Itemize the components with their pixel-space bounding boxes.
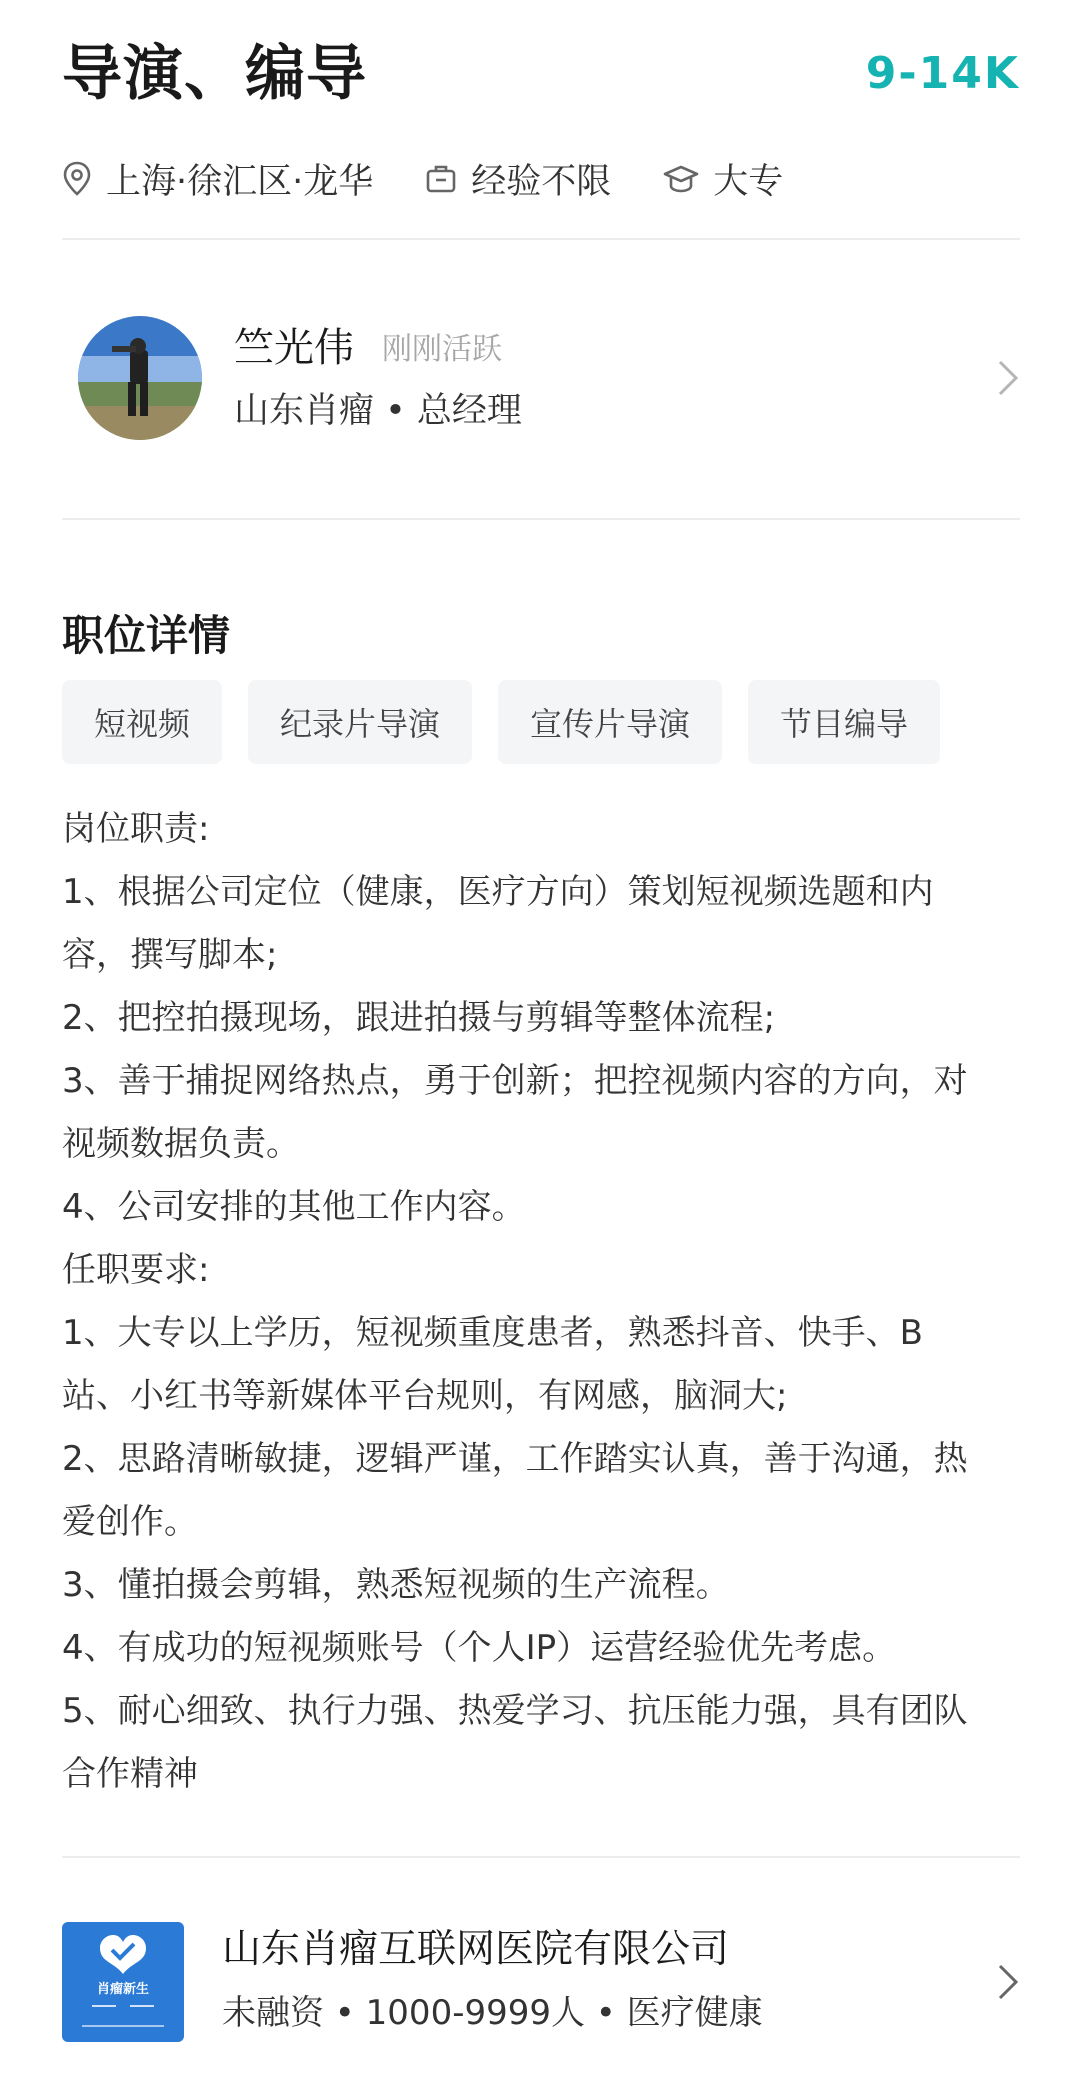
company-meta: 未融资 • 1000-9999人 • 医疗健康: [222, 1993, 763, 2033]
job-meta: [62, 154, 835, 204]
divider: [62, 518, 1020, 520]
location-text: 上海·徐汇区·龙华: [106, 162, 374, 202]
description-line: 容，撰写脚本;: [62, 935, 278, 975]
description-line: 4、公司安排的其他工作内容。: [62, 1187, 526, 1227]
description-line: 1、根据公司定位（健康，医疗方向）策划短视频选题和内: [62, 872, 934, 912]
description-line: 2、把控拍摄现场，跟进拍摄与剪辑等整体流程;: [62, 998, 776, 1038]
description-line: 视频数据负责。: [62, 1124, 300, 1164]
skill-tag[interactable]: 节目编导: [748, 680, 940, 764]
section-title: 职位详情: [62, 611, 231, 660]
chevron-right-icon[interactable]: [996, 1962, 1020, 2002]
location-item[interactable]: [62, 154, 373, 204]
experience-item: [425, 154, 611, 204]
skill-tags: [62, 680, 966, 764]
description-line: 站、小红书等新媒体平台规则，有网感，脑洞大;: [62, 1376, 788, 1416]
experience-text: 经验不限: [471, 162, 612, 202]
salary-range: 9-14K: [865, 48, 1020, 99]
description-line: 2、思路清晰敏捷，逻辑严谨，工作踏实认真，善于沟通，热: [62, 1439, 968, 1479]
divider: [62, 1856, 1020, 1858]
boss-role: 山东肖瘤 • 总经理: [234, 391, 522, 431]
company-name: 山东肖瘤互联网医院有限公司: [222, 1927, 730, 1972]
description-line: 5、耐心细致、执行力强、热爱学习、抗压能力强，具有团队: [62, 1691, 968, 1731]
job-description: [62, 798, 1032, 1806]
description-line: 合作精神: [62, 1754, 198, 1794]
boss-card[interactable]: [62, 316, 1020, 446]
education-item: [663, 154, 783, 204]
skill-tag[interactable]: 宣传片导演: [498, 680, 722, 764]
logo-text: 肖瘤新生: [96, 1982, 149, 1997]
graduation-cap-icon: [663, 163, 699, 195]
avatar: [78, 316, 202, 440]
location-pin-icon: [62, 161, 92, 197]
boss-name: 竺光伟: [234, 325, 354, 371]
description-line: 3、懂拍摄会剪辑，熟悉短视频的生产流程。: [62, 1565, 730, 1605]
education-text: 大专: [713, 162, 784, 202]
divider: [62, 238, 1020, 240]
company-card[interactable]: [62, 1918, 1020, 2042]
description-line: 4、有成功的短视频账号（个人IP）运营经验优先考虑。: [62, 1628, 897, 1668]
description-line: 1、大专以上学历，短视频重度患者，熟悉抖音、快手、B: [62, 1313, 923, 1353]
description-line: 岗位职责:: [62, 809, 210, 849]
briefcase-icon: [425, 163, 457, 195]
active-status: 刚刚活跃: [382, 332, 502, 367]
description-line: 爱创作。: [62, 1502, 198, 1542]
company-logo: [62, 1922, 184, 2042]
skill-tag[interactable]: 短视频: [62, 680, 222, 764]
chevron-right-icon[interactable]: [996, 358, 1020, 398]
description-line: 3、善于捕捉网络热点，勇于创新；把控视频内容的方向，对: [62, 1061, 968, 1101]
avatar-photo: [78, 316, 202, 440]
skill-tag[interactable]: 纪录片导演: [248, 680, 472, 764]
description-line: 任职要求:: [62, 1250, 210, 1290]
job-title: 导演、编导: [62, 39, 367, 109]
